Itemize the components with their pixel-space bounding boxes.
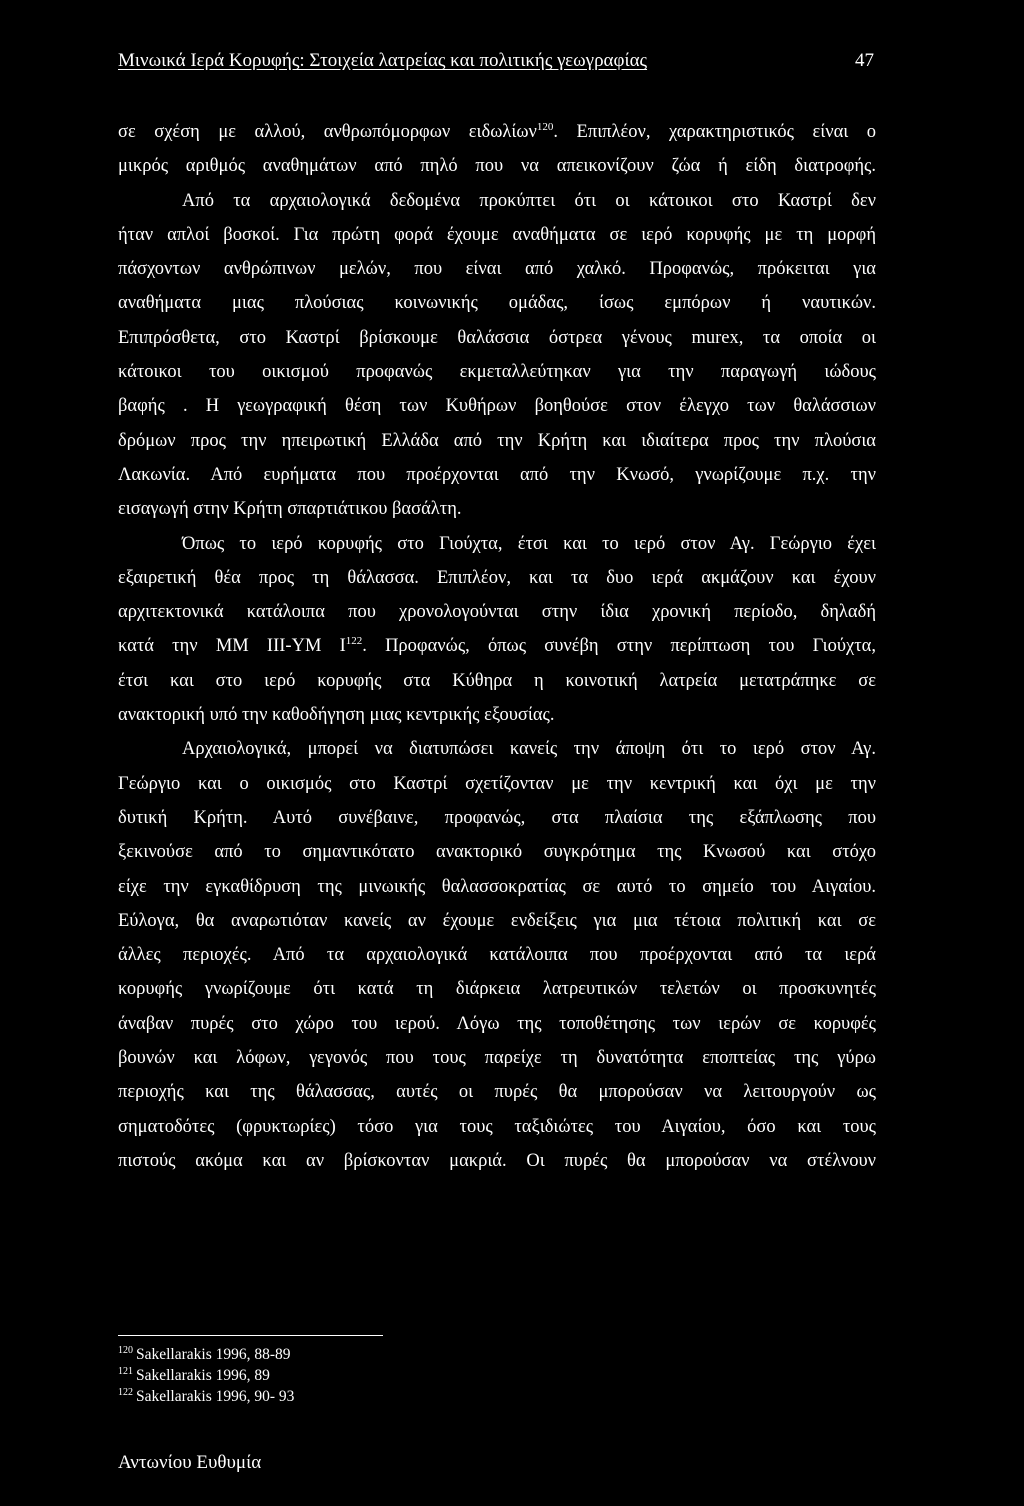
text-line: βουνών και λόφων, γεγονός που τους παρείχε τη δυνατότητα εποπτείας της γύρω [118, 1048, 876, 1069]
text-line: εξαιρετική θέα προς τη θάλασσα. Επιπλέον, και τα δυο ιερά ακμάζουν και έχουν [118, 567, 876, 588]
footnote-text: Sakellarakis 1996, 90- 93 [136, 1388, 295, 1405]
footnote-text: Sakellarakis 1996, 88-89 [136, 1346, 291, 1363]
text-line: Αρχαιολογικά, μπορεί να διατυπώσει κανείς την άποψη ότι το ιερό στον Αγ. [182, 739, 876, 760]
text-line: κάτοικοι του οικισμού προφανώς εκμεταλλεύτηκαν για την παραγωγή ιώδους [118, 362, 876, 383]
text-line: ξεκινούσε από το σημαντικότατο ανακτορικό συγκρότημα της Κνωσού και στόχο [118, 842, 876, 863]
text-line: Εύλογα, θα αναρωτιόταν κανείς αν έχουμε ενδείξεις για μια τέτοια πολιτική και σε [118, 910, 876, 931]
text-line: Από τα αρχαιολογικά δεδομένα προκύπτει ότι οι κάτοικοι στο Καστρί δεν [182, 190, 876, 211]
text-line: σηματοδότες (φρυκτωρίες) τόσο για τους ταξιδιώτες του Αιγαίου, όσο και τους [118, 1116, 876, 1137]
footnote-text: Sakellarakis 1996, 89 [136, 1367, 270, 1384]
text-line: Όπως το ιερό κορυφής στο Γιούχτα, έτσι και το ιερό στον Αγ. Γεώργιο έχει [182, 533, 876, 554]
running-header-title: Μινωικά Ιερά Κορυφής: Στοιχεία λατρείας και πολιτικής γεωγραφίας [118, 50, 648, 71]
text-line: πιστούς ακόμα και αν βρίσκονταν μακριά. Οι πυρές θα μπορούσαν να στέλνουν [118, 1150, 876, 1171]
body-text [118, 115, 876, 1178]
footnote [118, 1344, 294, 1365]
footnote-number: 121 [118, 1365, 133, 1377]
text-line: άναβαν πυρές στο χώρο του ιερού. Λόγω της τοποθέτησης των ιερών σε κορυφές [118, 1013, 876, 1034]
text-line: Λακωνία. Από ευρήματα που προέρχονται από την Κνωσό, γνωρίζουμε π.χ. την [118, 464, 876, 485]
text-line: αρχιτεκτονικά κατάλοιπα που χρονολογούνται στην ίδια χρονική περίοδο, δηλαδή [118, 602, 876, 623]
text-line: έτσι και στο ιερό κορυφής στα Κύθηρα η κοινοτική λατρεία μετατράπηκε σε [118, 670, 876, 691]
page-number: 47 [855, 50, 874, 71]
footnote [118, 1386, 294, 1407]
text-line: Επιπρόσθετα, στο Καστρί βρίσκουμε θαλάσσια όστρεα γένους murex, τα οποία οι [118, 327, 876, 348]
text-segment: . Επιπλέον, χαρακτηριστικός είναι ο [553, 122, 876, 142]
footnotes [118, 1344, 294, 1407]
text-line: αναθήματα μιας πλούσιας κοινωνικής ομάδας, ίσως εμπόρων ή ναυτικών. [118, 293, 876, 314]
text-line: βαφής . Η γεωγραφική θέση των Κυθήρων βοηθούσε στον έλεγχο των θαλάσσιων [118, 396, 876, 417]
footnote-divider [118, 1335, 383, 1336]
text-segment: . Προφανώς, όπως συνέβη στην περίπτωση του Γιούχτα, [362, 636, 876, 657]
text-line: δρόμων προς την ηπειρωτική Ελλάδα από την Κρήτη και ιδιαίτερα προς την πλούσια [118, 430, 876, 451]
text-line: ανακτορική υπό την καθοδήγηση μιας κεντρικής εξουσίας. [118, 705, 555, 726]
text-line: Γεώργιο και ο οικισμός στο Καστρί σχετίζονταν με την κεντρική και όχι με την [118, 773, 876, 794]
text-line: μικρός αριθμός αναθημάτων από πηλό που να απεικονίζουν ζώα ή είδη διατροφής. [118, 156, 876, 177]
text-line: άλλες περιοχές. Από τα αρχαιολογικά κατάλοιπα που προέρχονται από τα ιερά [118, 945, 876, 966]
text-line [118, 115, 876, 149]
text-line [118, 629, 876, 663]
text-line: δυτική Κρήτη. Αυτό συνέβαινε, προφανώς, στα πλαίσια της εξάπλωσης που [118, 807, 876, 828]
text-line: εισαγωγή στην Κρήτη σπαρτιάτικου βασάλτη. [118, 499, 462, 520]
footnote-number: 120 [118, 1344, 133, 1356]
text-line: περιοχής και της θάλασσας, αυτές οι πυρές θα μπορούσαν να λειτουργούν ως [118, 1082, 876, 1103]
text-line: ήταν απλοί βοσκοί. Για πρώτη φορά έχουμε αναθήματα σε ιερό κορυφής με τη μορφή [118, 224, 876, 245]
text-segment: κατά την ΜΜ ΙΙΙ-ΥΜ Ι [118, 636, 346, 657]
text-segment: σε σχέση με αλλού, ανθρωπόμορφων ειδωλίων [118, 122, 537, 142]
footnote-ref: 120 [536, 120, 554, 133]
footnote [118, 1365, 294, 1386]
text-line: πάσχοντων ανθρώπινων μελών, που είναι από χαλκό. Προφανώς, πρόκειται για [118, 259, 876, 280]
running-header [118, 50, 874, 76]
footnote-number: 122 [118, 1386, 133, 1398]
text-line: κορυφής γνωρίζουμε ότι κατά τη διάρκεια λατρευτικών τελετών οι προσκυνητές [118, 979, 876, 1000]
author-footer: Αντωνίου Ευθυμία [118, 1452, 262, 1473]
footnote-ref: 122 [345, 635, 363, 648]
text-line: είχε την εγκαθίδρυση της μινωικής θαλασσοκρατίας σε αυτό το σημείο του Αιγαίου. [118, 876, 876, 897]
